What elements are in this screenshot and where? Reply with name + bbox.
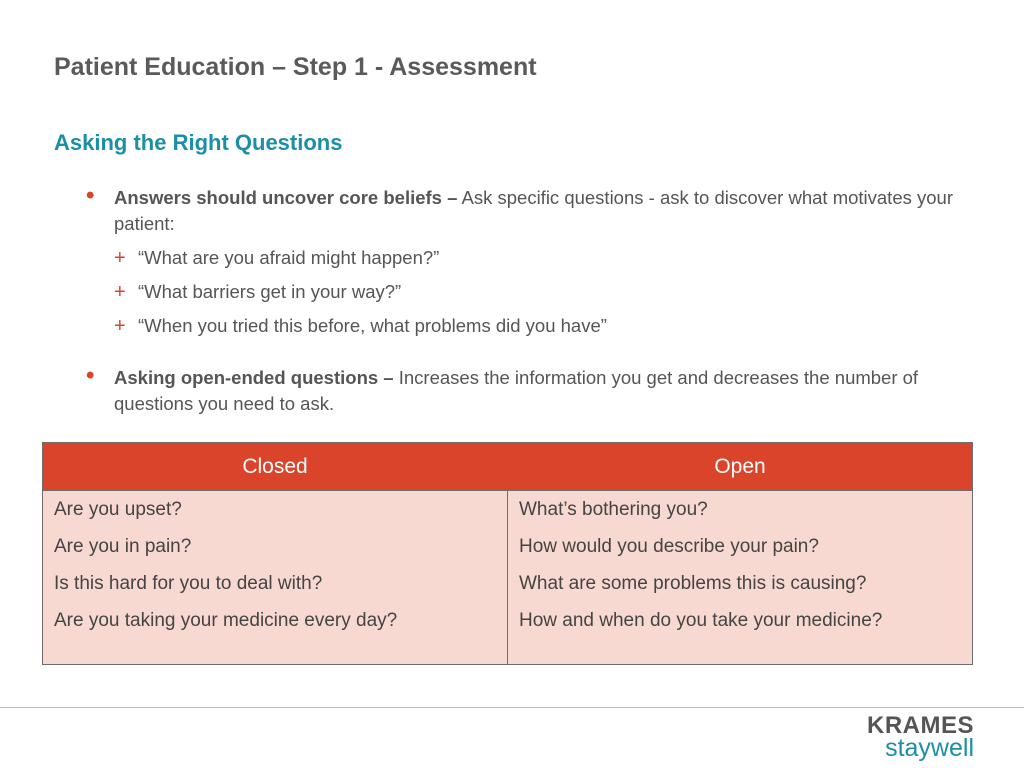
sub-item xyxy=(114,245,954,271)
closed-questions-cell xyxy=(43,491,508,665)
table-header-row xyxy=(43,443,973,491)
bullet-dot-icon: • xyxy=(86,182,95,209)
open-question: How and when do you take your medicine? xyxy=(519,610,883,631)
logo-krames: KRAMES xyxy=(866,712,974,739)
slide-title: Patient Education – Step 1 - Assessment xyxy=(54,53,537,81)
questions-table xyxy=(42,442,973,665)
sub-list xyxy=(114,245,954,339)
sub-item xyxy=(114,279,954,305)
open-question: What’s bothering you? xyxy=(519,499,708,520)
open-questions-cell xyxy=(508,491,973,665)
header-open: Open xyxy=(508,443,973,491)
plus-icon: + xyxy=(114,315,126,337)
bullet-core-beliefs xyxy=(84,182,954,339)
open-question: How would you describe your pain? xyxy=(519,536,819,557)
closed-question: Is this hard for you to deal with? xyxy=(54,573,323,594)
closed-question: Are you taking your medicine every day? xyxy=(54,610,398,631)
slide-subtitle: Asking the Right Questions xyxy=(54,130,343,155)
bullet-open-ended xyxy=(84,362,954,417)
logo-staywell: staywell xyxy=(885,734,974,762)
bullet-lead: Answers should uncover core beliefs – xyxy=(114,187,458,208)
header-closed: Closed xyxy=(43,443,508,491)
closed-question: Are you upset? xyxy=(54,499,182,520)
footer-divider xyxy=(0,707,1024,708)
sub-item-text: “What barriers get in your way?” xyxy=(138,281,402,302)
plus-icon: + xyxy=(114,247,126,269)
sub-item xyxy=(114,313,954,339)
plus-icon: + xyxy=(114,281,126,303)
bullet-text: Ask specific questions - ask to discover what motivates your patient: xyxy=(114,187,953,234)
table-row xyxy=(43,491,973,665)
open-question: What are some problems this is causing? xyxy=(519,573,867,594)
krames-staywell-logo xyxy=(867,714,974,761)
bullet-text: Increases the information you get and decreases the number of questions you need to ask. xyxy=(114,367,919,414)
sub-item-text: “When you tried this before, what problems did you have” xyxy=(138,315,607,336)
bullet-list xyxy=(84,182,954,417)
bullet-dot-icon: • xyxy=(86,362,95,389)
sub-item-text: “What are you afraid might happen?” xyxy=(138,247,440,268)
bullet-lead: Asking open-ended questions – xyxy=(114,367,394,388)
closed-question: Are you in pain? xyxy=(54,536,192,557)
